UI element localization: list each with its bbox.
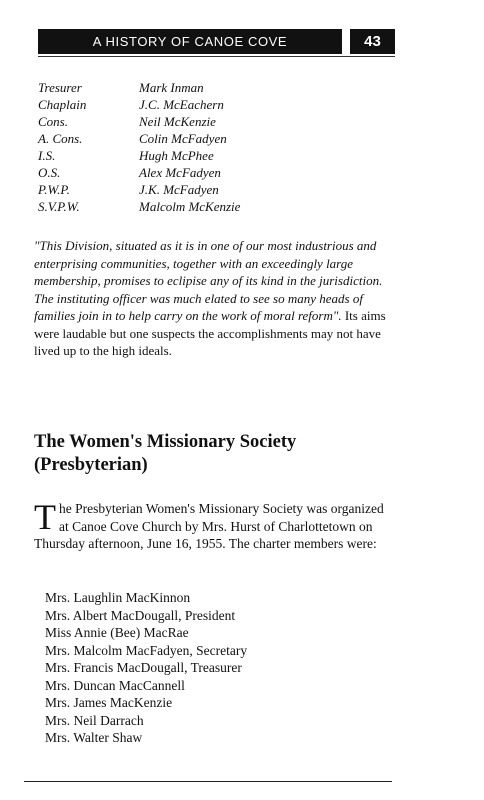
- officer-role: O.S.: [38, 165, 61, 180]
- officer-role: S.V.P.W.: [38, 199, 80, 214]
- officer-row: [38, 181, 378, 198]
- officer-row: [38, 113, 378, 130]
- charter-members-list: [45, 589, 375, 747]
- officer-row: [38, 147, 378, 164]
- member-item: Mrs. Francis MacDougall, Treasurer: [45, 660, 242, 675]
- quote-commentary-text: Its aims were laudable but one suspects the accomplishments may not have lived up to the high ideals.: [34, 308, 386, 358]
- officer-role: Chaplain: [38, 97, 87, 112]
- section-title-line1: The Women's Missionary Society: [34, 432, 297, 452]
- officer-name: Colin McFadyen: [139, 131, 227, 146]
- member-item: Mrs. Duncan MacCannell: [45, 677, 185, 693]
- officer-row: [38, 130, 378, 147]
- officer-name: Mark Inman: [139, 80, 204, 95]
- officer-name: Hugh McPhee: [139, 148, 214, 163]
- footer-rule: [24, 781, 392, 782]
- officer-name: Alex McFadyen: [139, 165, 221, 180]
- officer-role: Cons.: [38, 114, 68, 129]
- page-number-text: 43: [364, 33, 381, 50]
- officer-name: Neil McKenzie: [139, 114, 216, 129]
- officer-row: [38, 96, 378, 113]
- member-item: Mrs. Malcolm MacFadyen, Secretary: [45, 642, 248, 658]
- officer-role: P.W.P.: [38, 182, 70, 197]
- officer-role: I.S.: [38, 148, 56, 163]
- member-item: Mrs. Laughlin MacKinnon: [45, 590, 191, 605]
- running-header: [38, 29, 342, 54]
- officer-name: Malcolm McKenzie: [139, 199, 241, 214]
- officers-list: [38, 79, 378, 215]
- drop-cap: T: [34, 497, 56, 537]
- section-title: [34, 431, 394, 477]
- quote-italic-text: "This Division, situated as it is in one of our most industrious and enterprising communities, together with an exceedingly large membership, promises to eclipise any of its kind in the jurisdiction. The instituting officer was much elated to see so many heads of families join in to help carry on the work of moral reform".: [34, 238, 383, 323]
- intro-text: he Presbyterian Women's Missionary Society was organized at Canoe Cove Church by Mrs. Hurst of Charlottetown on Thursday afternoon, June 16, 1955. The charter members were:: [34, 501, 384, 551]
- member-item: Mrs. Neil Darrach: [45, 712, 144, 728]
- section-title-line2: (Presbyterian): [34, 455, 148, 475]
- page-number: [350, 29, 395, 54]
- officer-name: J.C. McEachern: [139, 97, 224, 112]
- header-rule: [38, 56, 395, 57]
- member-item: Mrs. James MacKenzie: [45, 695, 173, 710]
- member-item: Mrs. Walter Shaw: [45, 730, 143, 745]
- member-item: Miss Annie (Bee) MacRae: [45, 625, 189, 640]
- running-header-title: A HISTORY OF CANOE COVE: [92, 34, 288, 49]
- officer-role: Tresurer: [38, 80, 82, 95]
- member-item: Mrs. Albert MacDougall, President: [45, 607, 236, 623]
- quote-paragraph: [34, 237, 394, 360]
- officer-row: [38, 198, 378, 215]
- intro-paragraph: [34, 497, 386, 553]
- officer-row: [38, 164, 378, 181]
- officer-role: A. Cons.: [38, 131, 83, 146]
- officer-name: J.K. McFadyen: [139, 182, 219, 197]
- officer-row: [38, 79, 378, 96]
